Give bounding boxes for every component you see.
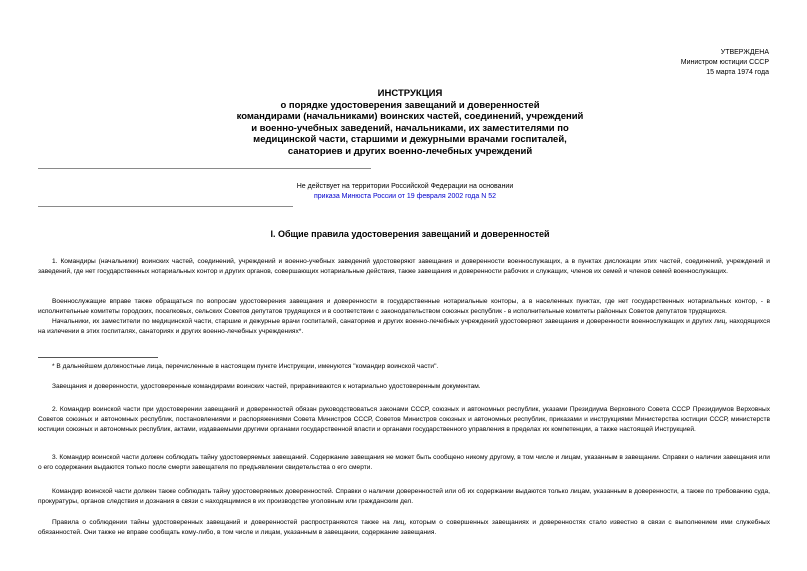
paragraph-5: 2. Командир воинской части при удостоверении завещаний и доверенностей обязан руководствоваться законами СССР, союзных и автономных республик, указами Президиума Верховного Совета СССР Президиумов Верховных Советов союзных и автономных республик, постановлениями и распоряжениями Совета Министров СССР, Советов Министров союзных и автономных республик, приказами и инструкциями Министерства юстиции СССР, министерств юстиции союзных и автономных республик, актами, издаваемыми другими органами государственной власти и органами государственного управления в пределах их компетенции, а также настоящей Инструкцией. — [38, 406, 770, 433]
paragraph-6: 3. Командир воинской части должен соблюдать тайну удостоверяемых завещаний. Содержание завещания не может быть сообщено никому другому, в том числе и лицам, указанным в завещании. Справки о наличии завещания или о его содержании выдаются только после смерти завещателя по предъявлении свидетельства о его смерти. — [38, 454, 770, 471]
title-line-1: ИНСТРУКЦИЯ — [377, 88, 443, 99]
body-block-3 — [38, 382, 770, 392]
paragraph-8: Правила о соблюдении тайны удостоверенных завещаний и доверенностей распространяются также на лиц, которым о совершенных завещаниях и доверенностях стало известно в связи с выполнением ими служебных обязанностей. Они также не вправе сообщать кому-либо, в том числе и лицам, указанным в завещании, содержание завещания. — [38, 519, 770, 536]
divider-bottom — [38, 206, 293, 207]
approval-date: 15 марта 1974 года — [706, 69, 769, 76]
document-title — [180, 88, 640, 157]
footnote-block — [38, 362, 770, 372]
approval-authority: Министром юстиции СССР — [680, 59, 769, 66]
body-block-7 — [38, 518, 770, 538]
status-notice-link[interactable]: приказа Минюста России от 19 февраля 2002 года N 52 — [314, 193, 496, 200]
paragraph-3: Начальники, их заместители по медицинской части, старшие и дежурные врачи госпиталей, санаториев и других военно-лечебных учреждений удостоверяют завещания и доверенности военнослужащих и других лиц, находящихся на излечении в этих госпиталях, санаториях и других военно-лечебных учреждениях*. — [38, 318, 770, 335]
title-line-2: о порядке удостоверения завещаний и доверенностей — [280, 99, 540, 111]
footnote-divider — [38, 357, 158, 358]
title-line-4: и военно-учебных заведений, начальниками, их заместителями по — [251, 122, 569, 134]
divider-top — [38, 168, 371, 169]
body-block-1 — [38, 257, 770, 277]
body-block-5 — [38, 453, 770, 473]
paragraph-2: Военнослужащие вправе также обращаться по вопросам удостоверения завещания и доверенности в государственные нотариальные конторы, а в населенных пунктах, где нет государственных нотариальных контор, - в исполнительные комитеты городских, поселковых, сельских Советов депутатов трудящихся и в соответствии с законодательством союзных республик - в исполнительные комитеты районных Советов депутатов трудящихся. — [38, 298, 770, 315]
status-notice — [150, 182, 660, 202]
title-line-6: санаториев и других военно-лечебных учреждений — [287, 145, 533, 157]
section-heading: I. Общие правила удостоверения завещаний и доверенностей — [270, 229, 550, 239]
paragraph-7: Командир воинской части должен также соблюдать тайну удостоверяемых доверенностей. Справки о наличии доверенностей или об их содержании выдаются только лицам, указанным в доверенности, а также по требованию суда, прокуратуры, органов следствия и дознания в связи с находящимися в их производстве уголовным или гражданским дел. — [38, 488, 770, 505]
body-block-6 — [38, 487, 770, 507]
approval-stamp — [681, 48, 769, 78]
title-line-5: медицинской части, старшими и дежурными врачами госпиталей, — [253, 134, 567, 145]
status-notice-text: Не действует на территории Российской Федерации на основании — [296, 183, 514, 190]
paragraph-4: Завещания и доверенности, удостоверенные командирами воинских частей, приравниваются к нотариально удостоверенным документам. — [52, 383, 481, 390]
footnote: * В дальнейшем должностные лица, перечисленные в настоящем пункте Инструкции, именуются "командир воинской части". — [52, 363, 439, 370]
body-block-4 — [38, 405, 770, 435]
body-block-2 — [38, 297, 770, 337]
approval-label: УТВЕРЖДЕНА — [720, 49, 769, 56]
paragraph-1: 1. Командиры (начальники) воинских частей, соединений, учреждений и военно-учебных заведений удостоверяют завещания и доверенности военнослужащих, а в пунктах дислокации этих частей, соединений, учреждений и заведений, где нет государственных нотариальных контор и других органов, совершающих нотариальные действия, также завещания и доверенности рабочих и служащих, членов их семей и членов семей военнослужащих. — [38, 258, 770, 275]
title-line-3: командирами (начальниками) воинских частей, соединений, учреждений — [236, 111, 584, 122]
